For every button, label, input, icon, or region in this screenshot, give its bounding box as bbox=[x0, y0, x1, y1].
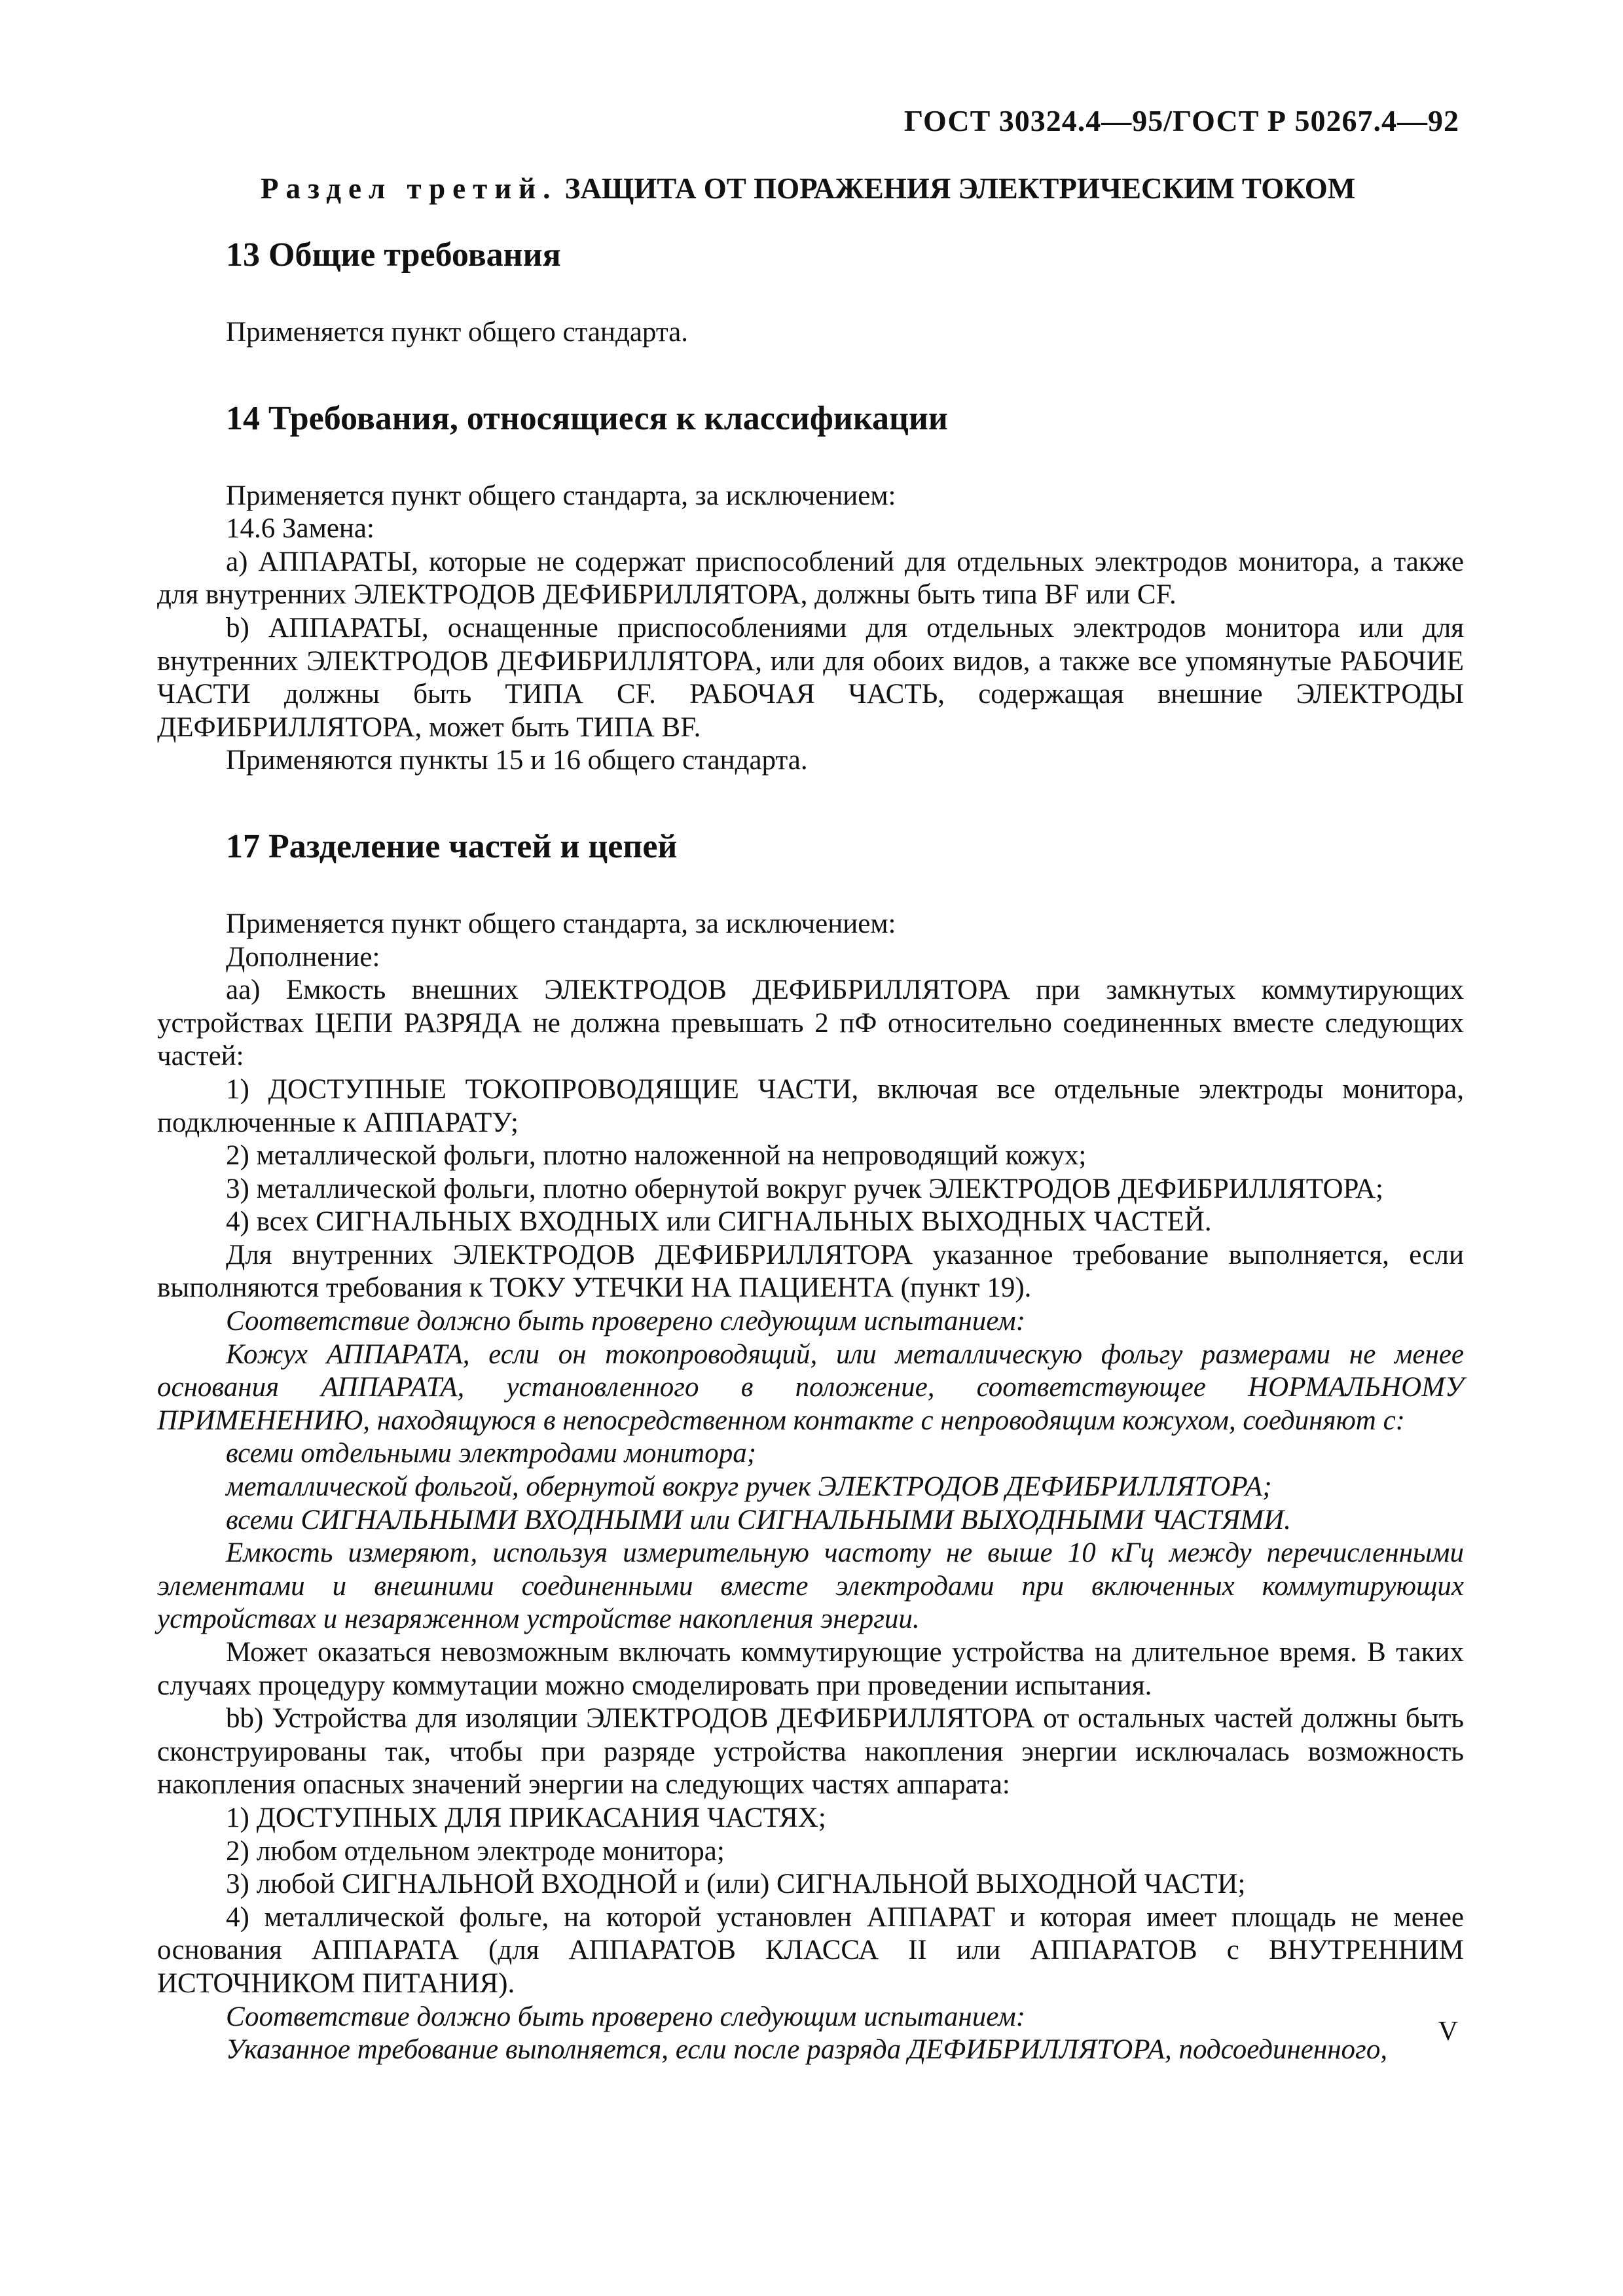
clause-14-paragraph: Применяется пункт общего стандарта, за исключением: bbox=[226, 480, 896, 511]
clause-14-paragraph: b) АППАРАТЫ, оснащенные приспособлениями для отдельных электродов монитора или для внутренних ЭЛЕКТРОДОВ ДЕФИБРИЛЛЯТОРА, или для обоих видов, а также все упомянутые РАБОЧИЕ ЧАСТИ должны быть ТИПА CF. РАБОЧАЯ ЧАСТЬ, содержащая внешние ЭЛЕКТРОДЫ ДЕФИБРИЛЛЯТОРА, может быть ТИПА BF. bbox=[157, 612, 1464, 743]
clause-17-paragraph: bb) Устройства для изоляции ЭЛЕКТРОДОВ ДЕФИБРИЛЛЯТОРА от остальных частей должны быть сконструированы так, чтобы при разряде устройства накопления энергии исключалась возможность накопления опасных значений энергии на следующих частях аппарата: bbox=[157, 1703, 1464, 1801]
clause-14-paragraph: Применяются пункты 15 и 16 общего стандарта. bbox=[226, 745, 808, 776]
clause-17-test-paragraph: металлической фольгой, обернутой вокруг ручек ЭЛЕКТРОДОВ ДЕФИБРИЛЛЯТОРА; bbox=[226, 1471, 1272, 1503]
standard-code-header: ГОСТ 30324.4—95/ГОСТ Р 50267.4—92 bbox=[903, 104, 1459, 137]
clause-17-paragraph: aa) Емкость внешних ЭЛЕКТРОДОВ ДЕФИБРИЛЛЯТОРА при замкнутых коммутирующих устройствах ЦЕПИ РАЗРЯДА не должна превышать 2 пФ относительно соединенных вместе следующих частей: bbox=[157, 975, 1464, 1072]
clause-17-test-paragraph: всеми СИГНАЛЬНЫМИ ВХОДНЫМИ или СИГНАЛЬНЫМИ ВЫХОДНЫМИ ЧАСТЯМИ. bbox=[226, 1504, 1291, 1535]
clause-14-heading: 14 Требования, относящиеся к классификации bbox=[226, 399, 948, 437]
clause-17-paragraph: 4) всех СИГНАЛЬНЫХ ВХОДНЫХ или СИГНАЛЬНЫХ ВЫХОДНЫХ ЧАСТЕЙ. bbox=[226, 1206, 1212, 1238]
clause-17-test-paragraph: Кожух АППАРАТА, если он токопроводящий, или металлическую фольгу размерами не менее основания АППАРАТА, установленного в положение, соответствующее НОРМАЛЬНОМУ ПРИМЕНЕНИЮ, находящуюся в непосредственном контакте с непроводящим кожухом, соединяют с: bbox=[157, 1338, 1464, 1436]
clause-17-paragraph: 3) любой СИГНАЛЬНОЙ ВХОДНОЙ и (или) СИГНАЛЬНОЙ ВЫХОДНОЙ ЧАСТИ; bbox=[226, 1869, 1246, 1900]
document-body bbox=[157, 236, 1464, 2067]
clause-17-paragraph: 1) ДОСТУПНЫЕ ТОКОПРОВОДЯЩИЕ ЧАСТИ, включая все отдельные электроды монитора, подключенные к АППАРАТУ; bbox=[157, 1073, 1464, 1138]
section-title bbox=[261, 171, 1355, 206]
clause-17-paragraph: Может оказаться невозможным включать коммутирующие устройства на длительное время. В таких случаях процедуру коммутации можно смоделировать при проведении испытания. bbox=[157, 1637, 1464, 1701]
clause-17-heading: 17 Разделение частей и цепей bbox=[226, 827, 678, 865]
clause-17-paragraph: Применяется пункт общего стандарта, за исключением: bbox=[226, 908, 896, 939]
clause-17-paragraph: 2) металлической фольги, плотно наложенной на непроводящий кожух; bbox=[226, 1140, 1087, 1172]
clause-14-paragraph: a) АППАРАТЫ, которые не содержат приспособлений для отдельных электродов монитора, а также для внутренних ЭЛЕКТРОДОВ ДЕФИБРИЛЛЯТОРА, должны быть типа BF или CF. bbox=[157, 546, 1464, 611]
clause-17-paragraph: 3) металлической фольги, плотно обернутой вокруг ручек ЭЛЕКТРОДОВ ДЕФИБРИЛЛЯТОРА; bbox=[226, 1173, 1383, 1204]
clause-17-test-paragraph: Емкость измеряют, используя измерительную частоту не выше 10 кГц между перечисленными элементами и внешними соединенными вместе электродами при включенных коммутирующих устройствах и незаряженном устройстве накопления энергии. bbox=[157, 1537, 1464, 1635]
clause-17-test-paragraph: Соответствие должно быть проверено следующим испытанием: bbox=[226, 2001, 1026, 2032]
clause-17-paragraph: Дополнение: bbox=[226, 941, 380, 973]
clause-17-paragraph: 4) металлической фольге, на которой установлен АППАРАТ и которая имеет площадь не менее основания АППАРАТА (для АППАРАТОВ КЛАССА II или АППАРАТОВ с ВНУТРЕННИМ ИСТОЧНИКОМ ПИТАНИЯ). bbox=[157, 1901, 1464, 1999]
page-number: V bbox=[1438, 2017, 1458, 2047]
section-heading: ЗАЩИТА ОТ ПОРАЖЕНИЯ ЭЛЕКТРИЧЕСКИМ ТОКОМ bbox=[564, 172, 1356, 205]
clause-17-paragraph: 1) ДОСТУПНЫХ ДЛЯ ПРИКАСАНИЯ ЧАСТЯХ; bbox=[226, 1802, 826, 1833]
clause-17-test-paragraph: Указанное требование выполняется, если после разряда ДЕФИБРИЛЛЯТОРА, подсоединенного, bbox=[226, 2034, 1388, 2066]
clause-13-paragraph: Применяется пункт общего стандарта. bbox=[226, 317, 688, 348]
clause-17-test-paragraph: Соответствие должно быть проверено следующим испытанием: bbox=[226, 1306, 1026, 1337]
clause-17-paragraph: Для внутренних ЭЛЕКТРОДОВ ДЕФИБРИЛЛЯТОРА указанное требование выполняется, если выполняются требования к ТОКУ УТЕЧКИ НА ПАЦИЕНТА (пункт 19). bbox=[157, 1239, 1464, 1304]
clause-13-heading: 13 Общие требования bbox=[226, 236, 561, 274]
clause-17-test-paragraph: всеми отдельными электродами монитора; bbox=[226, 1438, 757, 1469]
section-label: Раздел третий. bbox=[261, 172, 558, 205]
clause-17-paragraph: 2) любом отдельном электроде монитора; bbox=[226, 1835, 725, 1867]
clause-14-paragraph: 14.6 Замена: bbox=[226, 513, 374, 545]
